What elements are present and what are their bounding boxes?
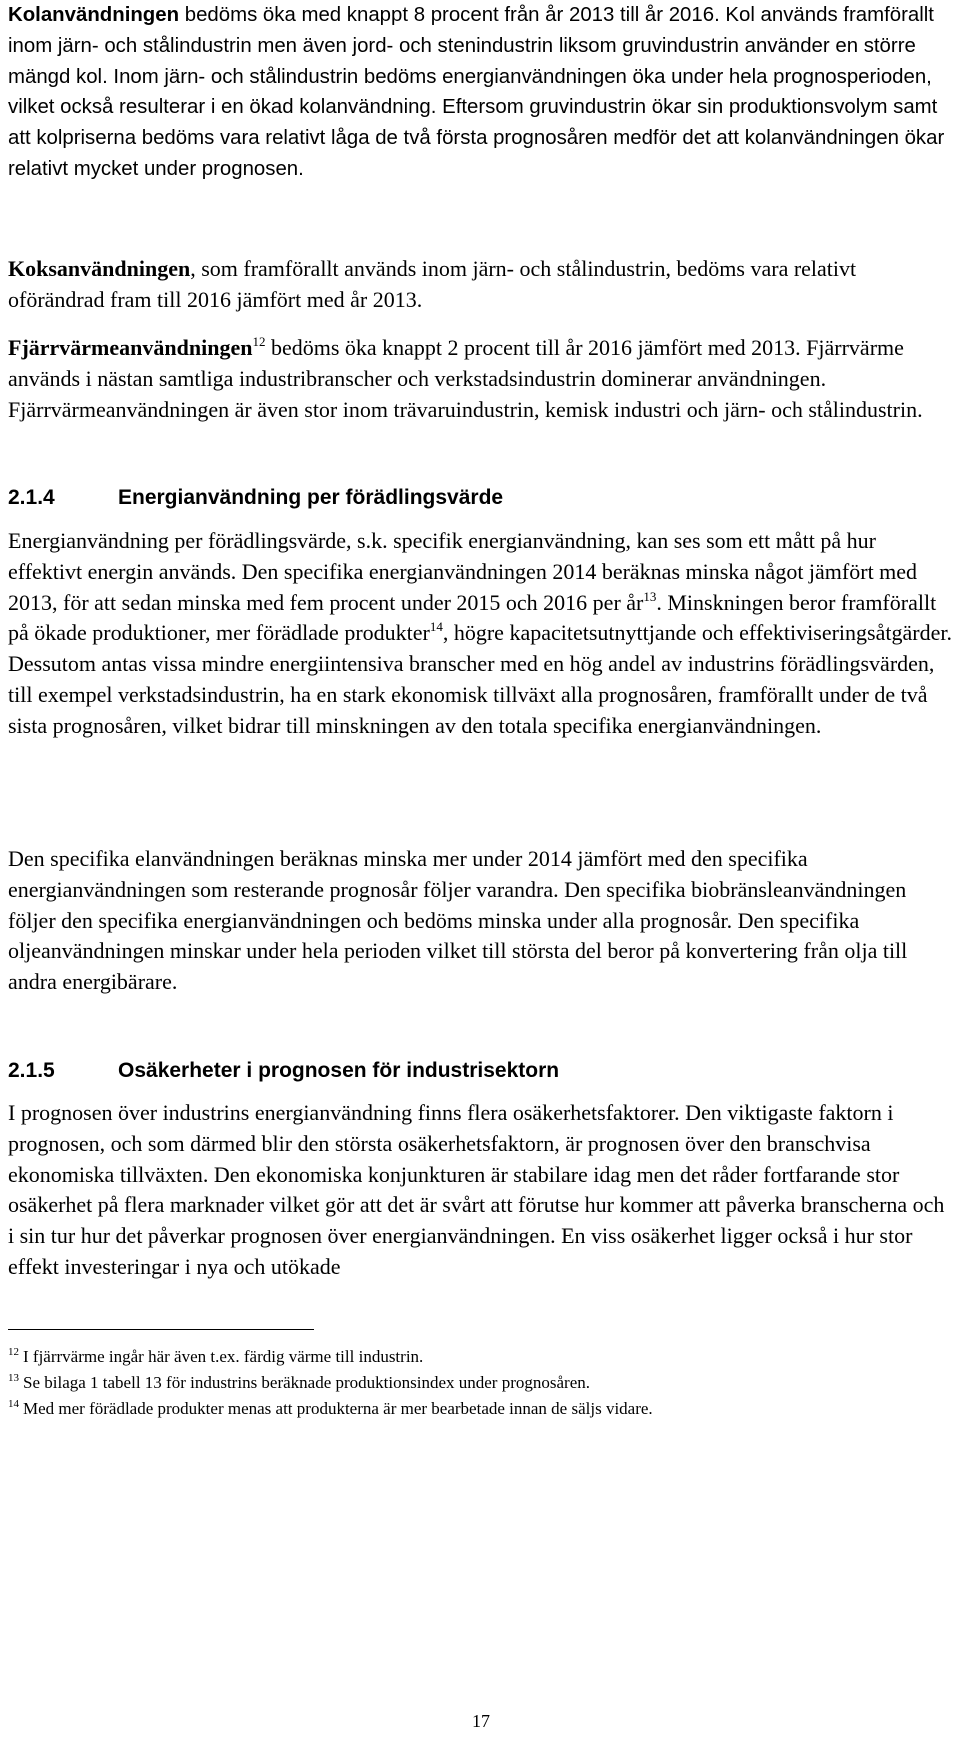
- footnote-text: I fjärrvärme ingår här även t.ex. färdig värme till industrin.: [23, 1347, 424, 1366]
- paragraph-osakerheter: I prognosen över industrins energianvändning finns flera osäkerhetsfaktorer. Den viktigaste faktorn i prognosen, och som därmed blir den största osäkerhetsfaktorn, är prognosen över den branschvisa ekonomiska tillväxten. Den ekonomiska konjunkturen är stabilare idag men det råder fortfarande stor osäkerhet på flera marknader vilket gör att det är svårt att förutse hur kommer att påverka branscherna och i sin tur hur det påverkar prognosen över energianvändningen. En viss osäkerhet ligger också i hur stor effekt investeringar i nya och utökade: [8, 1100, 945, 1279]
- specifik-text-c: , högre kapacitetsutnyttjande och effektiviseringsåtgärder. Dessutom antas vissa mindre energiintensiva branscher med en hög andel av industrins förädlingsvärden, till exempel verkstadsindustrin, ha en stark ekonomisk tillväxt alla prognosåren, framförallt under de två sista prognosåren, vilket bidrar till minskningen av den totala specifika energianvändningen.: [8, 620, 952, 738]
- footnote-divider: [8, 1329, 314, 1330]
- paragraph-kolanvandning: [8, 0, 954, 185]
- footnote-ref-12[interactable]: 12: [252, 334, 266, 349]
- footnote-14: [8, 1398, 653, 1420]
- footnote-ref-13[interactable]: 13: [643, 588, 657, 604]
- section-number: 2.1.5: [8, 1059, 55, 1082]
- page-number: 17: [472, 1711, 490, 1731]
- footnote-13: [8, 1372, 590, 1394]
- fjarrvarme-text: bedöms öka knappt 2 procent till år 2016 jämfört med 2013. Fjärrvärme används i nästan samtliga industribranscher och verkstadsindustrin dominerar användningen. Fjärrvärmeanvändningen är även stor inom trävaruindustrin, kemisk industri och järn- och stålindustrin.: [8, 335, 923, 422]
- term-koksanvandningen: Koksanvändningen: [8, 256, 191, 281]
- term-fjarrvarmeanvandningen: Fjärrvärmeanvändningen: [8, 335, 253, 360]
- footnote-ref-14[interactable]: 14: [429, 619, 443, 635]
- section-number: 2.1.4: [8, 486, 55, 509]
- paragraph-specifik-elanvandning: Den specifika elanvändningen beräknas minska mer under 2014 jämfört med den specifika energianvändningen som resterande prognosår följer varandra. Den specifika biobränsleanvändningen följer den specifika energianvändningen och bedöms minska under alla prognosår. Den specifika oljeanvändningen minskar under hela perioden vilket till största del beror på konvertering från olja till andra energibärare.: [8, 846, 908, 995]
- footnote-number: 12: [8, 1346, 19, 1358]
- specifik-text-b: . Minskningen beror framförallt på ökade produktioner, mer förädlade produkter: [8, 589, 937, 646]
- paragraph-fjarrvarmeanvandning: [8, 333, 954, 425]
- specifik-text-a: Energianvändning per förädlingsvärde, s.k. specifik energianvändning, kan ses som ett mått på hur effektivt energin används. Den specifika energianvändningen 2014 beräknas minska något jämfört med 2013, för att sedan minska med fem procent under 2015 och 2016 per år: [8, 528, 918, 615]
- paragraph-koksanvandning: [8, 254, 954, 316]
- footnote-text: Se bilaga 1 tabell 13 för industrins beräknade produktionsindex under prognosåren.: [23, 1373, 591, 1392]
- koksanvandning-text: , som framförallt används inom järn- och stålindustrin, bedöms vara relativt oförändrad fram till 2016 jämfört med år 2013.: [8, 256, 857, 312]
- section-heading-2-1-5: [8, 1057, 954, 1085]
- section-title: Energianvändning per förädlingsvärde: [118, 486, 504, 509]
- section-title: Osäkerheter i prognosen för industrisektorn: [118, 1059, 560, 1082]
- paragraph-specifik-energianvandning: [8, 526, 954, 742]
- footnote-number: 14: [8, 1398, 19, 1410]
- footnote-12: [8, 1346, 423, 1368]
- section-heading-2-1-4: [8, 484, 954, 512]
- kolanvandning-text: bedöms öka med knappt 8 procent från år 2013 till år 2016. Kol används framförallt inom järn- och stålindustrin men även jord- och stenindustrin liksom gruvindustrin använder en större mängd kol. Inom järn- och stålindustrin bedöms energianvändningen öka under hela prognosperioden, vilket också resulterar i en ökad kolanvändning. Eftersom gruvindustrin ökar sin produktionsvolym samt att kolpriserna bedöms vara relativt låga de två första prognosåren medför det att kolanvändningen ökar relativt mycket under prognosen.: [8, 4, 945, 180]
- term-kolanvandningen: Kolanvändningen: [8, 4, 180, 26]
- footnote-text: Med mer förädlade produkter menas att produkterna är mer bearbetade innan de säljs vidare.: [23, 1399, 653, 1418]
- footnote-number: 13: [8, 1372, 19, 1384]
